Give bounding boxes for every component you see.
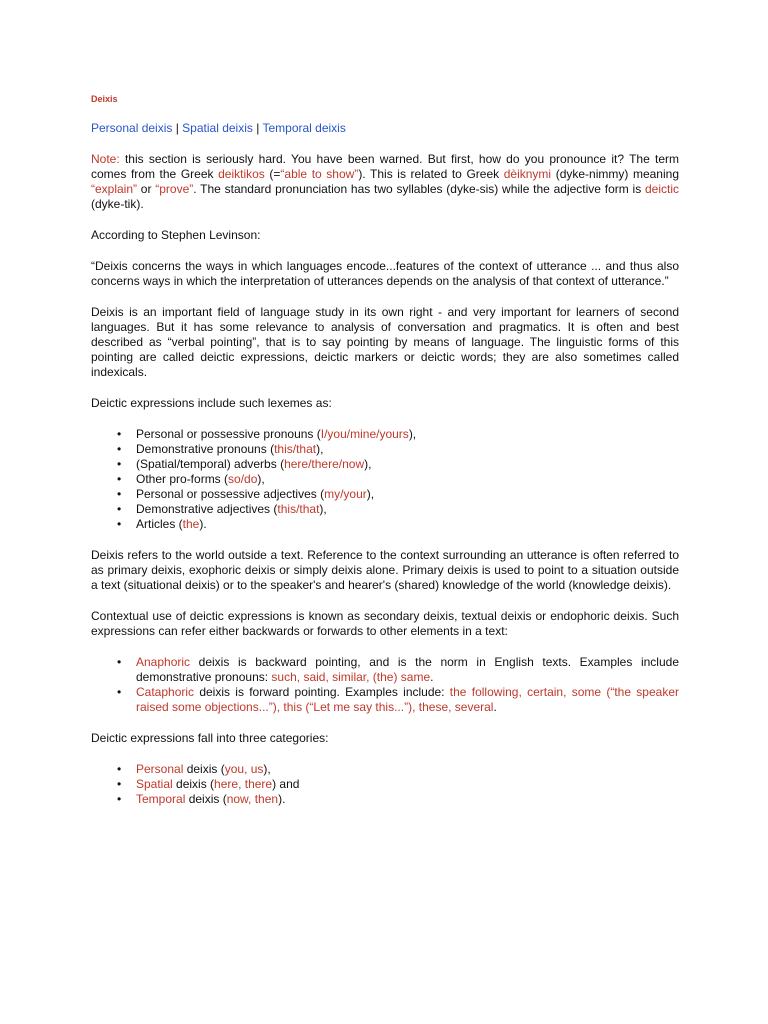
note-text: . The standard pronunciation has two syllables (dyke-sis) while the adjective form is — [193, 182, 645, 196]
importance-paragraph: Deixis is an important field of language study in its own right - and very important for learners of second languages. But it has some relevance to analysis of conversation and pragmatics. It is often and best described as “verbal pointing”, that is to say pointing by means of language. The linguistic forms of this pointing are called deictic expressions, deictic markers or deictic words; they are also sometimes called indexicals. — [91, 305, 679, 379]
page-title: Deixis — [91, 94, 118, 104]
anaphoric-text: deixis is backward pointing, and is the norm in English texts. Examples include demonstrative pronouns: — [136, 655, 679, 684]
list-item — [136, 427, 679, 442]
categories-list — [91, 762, 679, 807]
category-examples: here, there — [214, 777, 273, 791]
list-item — [136, 487, 679, 502]
lexemes-intro: Deictic expressions include such lexemes as: — [91, 396, 332, 410]
list-item — [136, 502, 679, 517]
lexemes-list — [91, 427, 679, 532]
lexeme-end: ), — [319, 502, 327, 516]
lexeme-example: here/there/now — [284, 457, 365, 471]
list-item — [136, 442, 679, 457]
term-prove: “prove” — [155, 182, 194, 196]
term-cataphoric: Cataphoric — [136, 685, 195, 699]
list-item — [136, 762, 679, 777]
category-examples: you, us — [224, 762, 264, 776]
nav-link-temporal-deixis[interactable]: Temporal deixis — [262, 121, 346, 135]
note-paragraph — [91, 152, 679, 212]
term-deictic: deictic — [644, 182, 679, 196]
lexeme-end: ), — [257, 472, 265, 486]
category-examples: now, then — [226, 792, 279, 806]
note-label: Note: — [91, 152, 120, 166]
secondary-deixis-paragraph: Contextual use of deictic expressions is known as secondary deixis, textual deixis or endophoric deixis. Such expressions can refer either backwards or forwards to other elements in a text: — [91, 609, 679, 638]
category-mid: deixis ( — [172, 777, 215, 791]
list-item-cataphoric — [136, 685, 679, 715]
category-mid: deixis ( — [183, 762, 225, 776]
lexeme-label: Personal or possessive pronouns ( — [136, 427, 321, 441]
lexeme-label: Other pro-forms ( — [136, 472, 229, 486]
note-text: (dyke-nimmy) meaning — [551, 167, 679, 181]
category-end: ), — [263, 762, 271, 776]
category-name: Temporal — [136, 792, 186, 806]
cataphoric-end: . — [493, 700, 497, 714]
lexeme-end: ), — [408, 427, 417, 441]
lexeme-example: I/you/mine/yours — [320, 427, 409, 441]
lexeme-label: Demonstrative adjectives ( — [136, 502, 278, 516]
category-name: Personal — [136, 762, 184, 776]
phoric-list — [91, 655, 679, 715]
nav-link-spatial-deixis[interactable]: Spatial deixis — [182, 121, 253, 135]
list-item — [136, 517, 679, 532]
term-anaphoric: Anaphoric — [136, 655, 191, 669]
document-page — [91, 92, 679, 823]
term-deiknymi: dèiknymi — [503, 167, 552, 181]
term-explain: “explain” — [91, 182, 138, 196]
lexeme-end: ), — [316, 442, 324, 456]
anaphoric-end: . — [430, 670, 434, 684]
lexeme-label: Demonstrative pronouns ( — [136, 442, 275, 456]
lexeme-example: so/do — [228, 472, 258, 486]
list-item — [136, 777, 679, 792]
cataphoric-text: deixis is forward pointing. Examples include: — [194, 685, 450, 699]
lexeme-example: my/your — [324, 487, 367, 501]
category-end: ). — [278, 792, 286, 806]
note-text: ). This is related to Greek — [358, 167, 504, 181]
lexeme-example: this/that — [274, 442, 317, 456]
lexeme-example: this/that — [277, 502, 320, 516]
nav-separator: | — [256, 121, 263, 135]
note-text: (dyke-tik). — [91, 197, 144, 211]
note-text: (= — [264, 167, 281, 181]
cataphoric-examples: the following, certain, some (“the speaker raised some objections...”), this (“Let me say this...”), these, several — [136, 685, 679, 714]
category-mid: deixis ( — [185, 792, 227, 806]
list-item — [136, 472, 679, 487]
category-name: Spatial — [136, 777, 173, 791]
list-item — [136, 457, 679, 472]
lexeme-label: (Spatial/temporal) adverbs ( — [136, 457, 285, 471]
category-end: ) and — [272, 777, 300, 791]
lexeme-label: Personal or possessive adjectives ( — [136, 487, 325, 501]
section-nav — [91, 121, 679, 136]
term-deiktikos: deiktikos — [218, 167, 265, 181]
note-text: this section is seriously hard. You have been warned. But first, how do you pronounce it? The term comes from the Greek — [91, 152, 679, 181]
levinson-intro: According to Stephen Levinson: — [91, 228, 261, 242]
lexeme-end: ), — [366, 487, 375, 501]
lexeme-end: ), — [364, 457, 372, 471]
lexeme-end: ). — [199, 517, 207, 531]
primary-deixis-paragraph: Deixis refers to the world outside a text. Reference to the context surrounding an utterance is often referred to as primary deixis, exophoric deixis or simply deixis alone. Primary deixis is used to point to a situation outside a text (situational deixis) or to the speaker's and hearer's (shared) knowledge of the world (knowledge deixis). — [91, 548, 679, 592]
term-able-to-show: “able to show” — [280, 167, 359, 181]
note-text: or — [137, 182, 156, 196]
anaphoric-examples: such, said, similar, (the) same — [271, 670, 431, 684]
lexeme-label: Articles ( — [136, 517, 183, 531]
list-item — [136, 792, 679, 807]
categories-intro: Deictic expressions fall into three categories: — [91, 731, 329, 745]
nav-link-personal-deixis[interactable]: Personal deixis — [91, 121, 173, 135]
nav-separator: | — [175, 121, 183, 135]
lexeme-example: the — [182, 517, 200, 531]
list-item-anaphoric — [136, 655, 679, 685]
levinson-quote: “Deixis concerns the ways in which languages encode...features of the context of utterance ... and thus also concerns ways in which the interpretation of utterances depends on the analysis of that context of utterance.” — [91, 259, 679, 288]
